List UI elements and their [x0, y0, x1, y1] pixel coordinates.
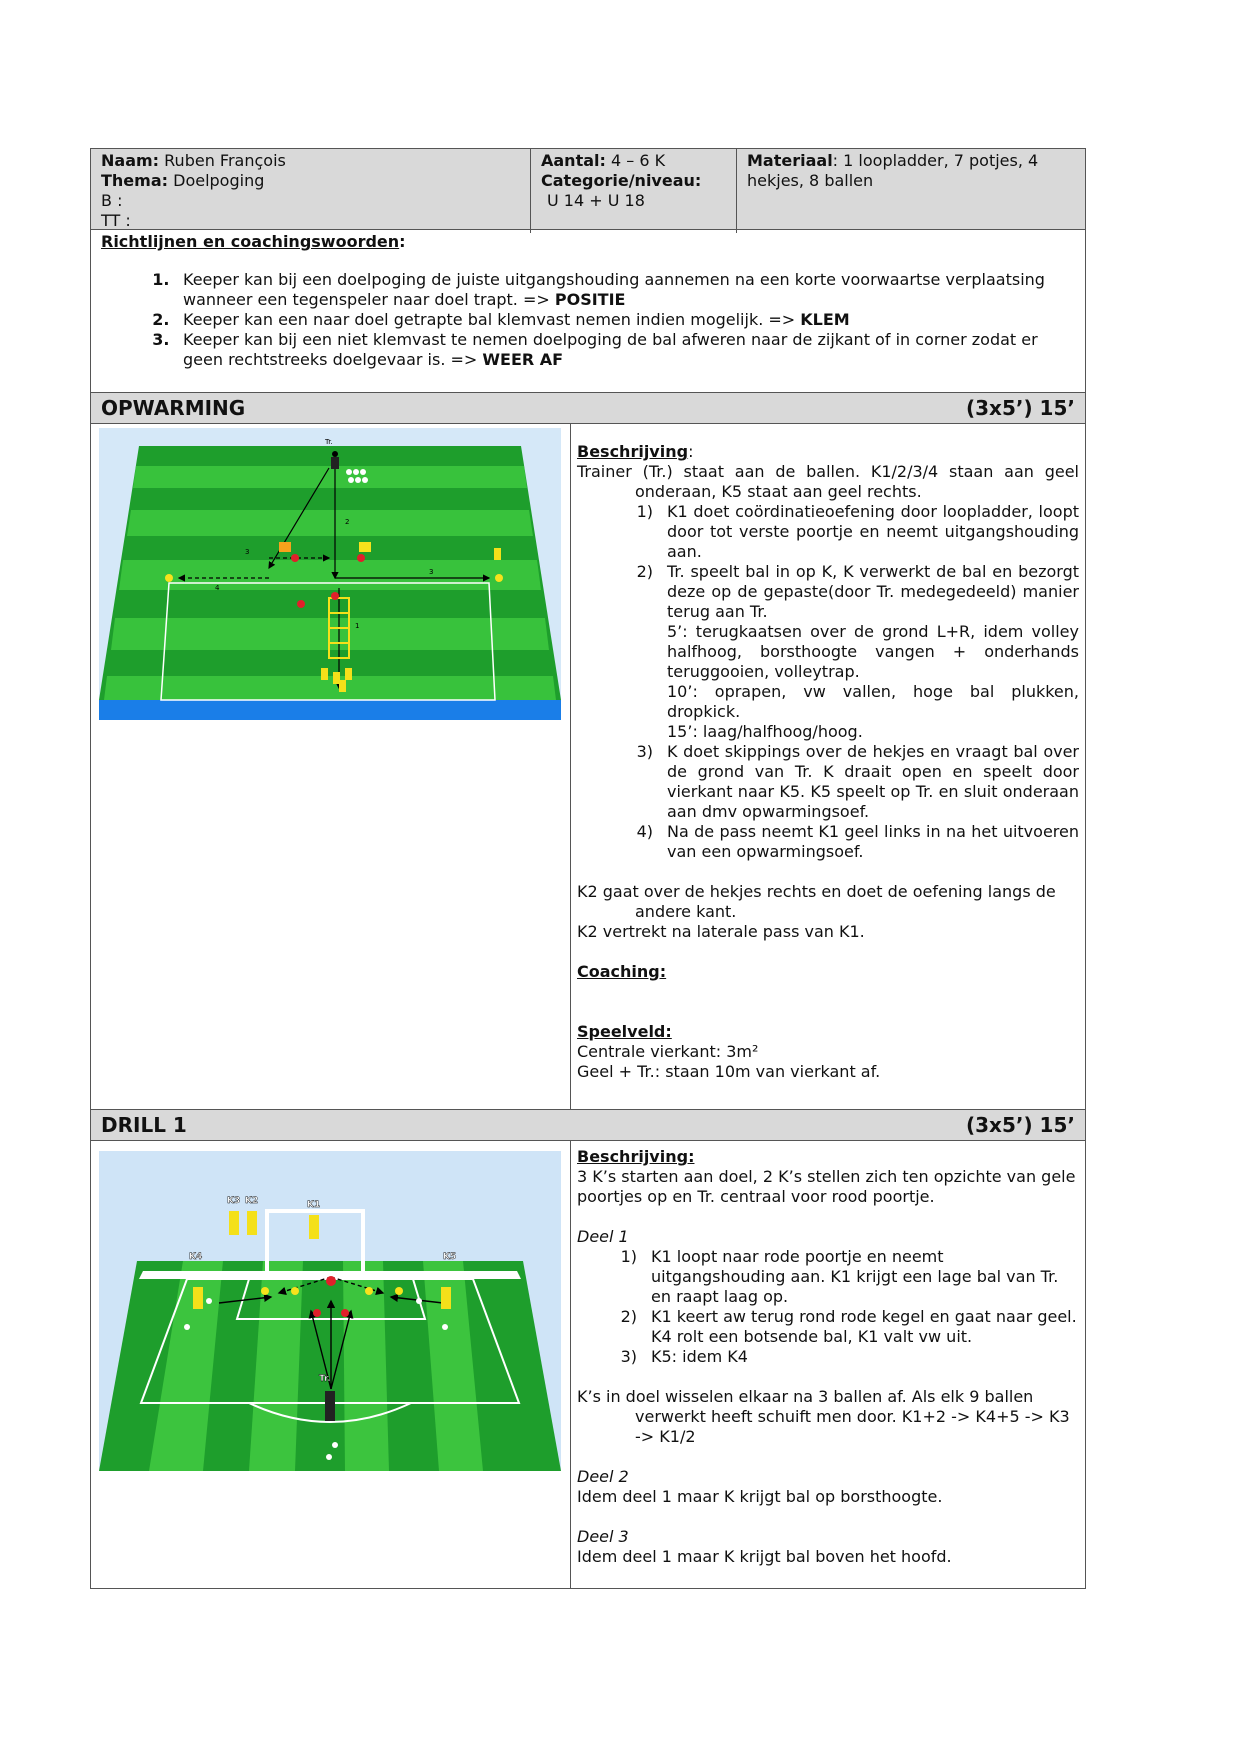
naam-value: Ruben François	[164, 151, 286, 170]
diagram-label: K3	[227, 1196, 241, 1206]
naam-label: Naam:	[101, 151, 160, 170]
deel-text: Idem deel 1 maar K krijgt bal boven het hoofd.	[577, 1547, 952, 1566]
step-text: K1 loopt naar rode poortje en neemt uitgangshouding aan. K1 krijgt een lage bal van Tr. en raapt laag op.	[651, 1247, 1059, 1306]
hurdle-icon	[279, 542, 291, 552]
b-label: B :	[101, 191, 123, 210]
diagram-label: K4	[189, 1252, 203, 1262]
opwarming-duration: (3x5’) 15’	[965, 396, 1075, 420]
step-item	[577, 562, 1079, 622]
step-number: 3)	[636, 742, 653, 761]
drill1-diagram-cell	[91, 1141, 571, 1588]
step-item	[577, 622, 1079, 682]
opwarming-extra: K2 gaat over de hekjes rechts en doet de oefening langs de andere kant.	[577, 882, 1056, 921]
step-text: K5: idem K4	[651, 1347, 748, 1366]
richtlijn-item	[175, 270, 1075, 310]
opwarming-diagram	[99, 428, 561, 720]
richtlijnen-title: Richtlijnen en coachingswoorden	[101, 232, 400, 251]
header-mid-cell	[531, 149, 737, 233]
drill1-intro: 3 K’s starten aan doel, 2 K’s stellen zich ten opzichte van gele poortjes op en Tr. centraal voor rood poortje.	[577, 1167, 1076, 1206]
step-text: Na de pass neemt K1 geel links in na het uitvoeren van een opwarmingsoef.	[667, 822, 1079, 861]
step-text: Tr. speelt bal in op K, K verwerkt de bal en bezorgt deze op de gepaste(door Tr. medegedeeld) manier terug aan Tr.	[667, 562, 1079, 621]
diagram-label: 1	[355, 622, 360, 630]
drill1-diagram	[99, 1151, 561, 1471]
categorie-value: U 14 + U 18	[547, 191, 645, 210]
step-text: 10’: oprapen, vw vallen, hoge bal plukken, dropkick.	[667, 682, 1079, 721]
deel-label: Deel 1	[577, 1227, 629, 1246]
step-item	[577, 502, 1079, 562]
player-icon	[331, 451, 339, 469]
player-icon	[325, 1391, 335, 1421]
richtlijnen-list	[101, 270, 1075, 370]
training-sheet	[90, 148, 1086, 1589]
materiaal-value: : 1 loopladder, 7 potjes, 4 hekjes, 8 ballen	[747, 151, 1039, 190]
step-number	[577, 722, 667, 742]
opwarming-diagram-cell	[91, 424, 571, 1109]
categorie-label: Categorie/niveau:	[541, 171, 702, 190]
step-item	[577, 822, 1079, 862]
drill1-header	[90, 1110, 1086, 1141]
step-item	[577, 1347, 1079, 1367]
speelveld-label: Speelveld:	[577, 1022, 672, 1041]
diagram-label: K2	[245, 1196, 259, 1206]
diagram-label: Tr.	[319, 1374, 331, 1384]
opwarming-title: OPWARMING	[101, 396, 246, 420]
step-number	[577, 682, 667, 722]
materiaal-label: Materiaal	[747, 151, 833, 170]
thema-value: Doelpoging	[173, 171, 265, 190]
richtlijn-keyword: POSITIE	[554, 290, 626, 309]
speelveld-text: Centrale vierkant: 3m²	[577, 1042, 759, 1061]
header-table	[90, 148, 1086, 230]
step-number: 2)	[620, 1307, 637, 1326]
step-text: 15’: laag/halfhoog/hoog.	[667, 722, 863, 741]
beschrijving-label: Beschrijving:	[577, 1147, 695, 1166]
diagram-label: 2	[345, 518, 350, 526]
step-number: 1)	[636, 502, 653, 521]
beschrijving-label: Beschrijving	[577, 442, 689, 461]
diagram-label: 3	[429, 568, 434, 576]
step-text: 5’: terugkaatsen over de grond L+R, idem volley halfhoog, borsthoogte vangen + onderhands teruggooien, volleytrap.	[667, 622, 1079, 681]
deel-text: Idem deel 1 maar K krijgt bal op borsthoogte.	[577, 1487, 943, 1506]
tt-label: TT :	[101, 211, 131, 230]
diagram-label: 4	[215, 584, 220, 592]
drill1-steps	[577, 1247, 1079, 1367]
aantal-label: Aantal:	[541, 151, 606, 170]
opwarming-extra: K2 vertrekt na laterale pass van K1.	[577, 922, 865, 941]
drill1-title: DRILL 1	[101, 1113, 187, 1137]
richtlijnen-colon: :	[399, 232, 406, 251]
step-text: K1 keert aw terug rond rode kegel en gaat naar geel. K4 rolt een botsende bal, K1 valt vw uit.	[651, 1307, 1077, 1346]
richtlijn-item	[175, 330, 1075, 370]
opwarming-row	[90, 424, 1086, 1110]
diagram-label: 3	[245, 548, 250, 556]
richtlijn-text: Keeper kan bij een doelpoging de juiste uitgangshouding aannemen na een korte voorwaartse verplaatsing wanneer een tegenspeler naar doel trapt. =>	[183, 270, 1045, 309]
deel-label: Deel 2	[577, 1467, 629, 1486]
richtlijn-keyword: KLEM	[800, 310, 850, 329]
header-left-cell	[91, 149, 531, 233]
diagram-label: K1	[307, 1200, 321, 1210]
richtlijn-keyword: WEER AF	[482, 350, 564, 369]
drill1-text	[571, 1141, 1087, 1588]
diagram-label: K5	[443, 1252, 457, 1262]
speelveld-text: Geel + Tr.: staan 10m van vierkant af.	[577, 1062, 881, 1081]
step-text: K1 doet coördinatieoefening door loopladder, loopt door tot verste poortje en neemt uitgangshouding aan.	[667, 502, 1079, 561]
step-item	[577, 742, 1079, 822]
drill1-rotation: K’s in doel wisselen elkaar na 3 ballen af. Als elk 9 ballen verwerkt heeft schuift men door. K1+2 -> K4+5 -> K3 -> K1/2	[577, 1387, 1070, 1446]
thema-label: Thema:	[101, 171, 169, 190]
opwarming-header	[90, 393, 1086, 424]
step-number: 1)	[620, 1247, 637, 1266]
step-number: 4)	[636, 822, 653, 841]
step-item	[577, 1247, 1079, 1307]
opwarming-steps	[577, 502, 1079, 862]
step-number: 2)	[636, 562, 653, 581]
blue-band	[99, 700, 561, 720]
cone-icon	[291, 554, 299, 562]
step-text: K doet skippings over de hekjes en vraagt bal over de grond van Tr. K draait open en speelt door vierkant naar K5. K5 speelt op Tr. en sluit onderaan aan dmv opwarmingsoef.	[667, 742, 1079, 821]
richtlijnen-section	[90, 230, 1086, 393]
step-item	[577, 1307, 1079, 1347]
coaching-label: Coaching:	[577, 962, 667, 981]
aantal-value: 4 – 6 K	[611, 151, 666, 170]
richtlijn-text: Keeper kan bij een niet klemvast te nemen doelpoging de bal afweren naar de zijkant of in corner zodat er geen rechtstreeks doelgevaar is. =>	[183, 330, 1038, 369]
deel-label: Deel 3	[577, 1527, 629, 1546]
step-item	[577, 682, 1079, 722]
richtlijn-text: Keeper kan een naar doel getrapte bal klemvast nemen indien mogelijk. =>	[183, 310, 801, 329]
opwarming-text: Beschrijving: Trainer (Tr.) staat aan de ballen. K1/2/3/4 staan aan geel onderaan, K5 staat aan geel rechts. 1) K1 doet coördinatieoefening door loopladder, loopt door tot verste poortje en neemt uitgangshouding aan. 2) Tr. speelt bal in op K, K verwerkt de bal en bezorgt deze op de gepaste(door Tr. medegedeeld) manier terug aan Tr. 5’: terugkaatsen over de grond L+R, idem volley halfhoog, borsthoogte vangen + onderhands teruggooien, volleytrap. 10’: oprapen, vw vallen, hoge bal plukken, dropkick. 15’: laag/halfhoog/hoog. 3) K doet skippings over de hekjes en vraagt bal over de grond van Tr. K draait open en speelt door vierkant naar K5. K5 speelt op Tr. en sluit onderaan aan dmv opwarmingsoef. 4) Na de pass neemt K1 geel links in na het uitvoeren van een opwarmingsoef. K2 gaat over de hekjes rechts en doet de oefening langs de andere kant. K2 vertrekt na laterale pass van K1. Coaching: Speelveld: Centrale vierkant: 3m² Geel + Tr.: staan 10m van vierkant af.	[577, 442, 1079, 1081]
drill1-row	[90, 1141, 1086, 1589]
opwarming-intro: Trainer (Tr.) staat aan de ballen. K1/2/3/4 staan aan geel onderaan, K5 staat aan geel rechts.	[577, 462, 1079, 501]
step-number	[577, 622, 667, 682]
richtlijn-item	[175, 310, 1075, 330]
step-item	[577, 722, 1079, 742]
drill1-duration: (3x5’) 15’	[965, 1113, 1075, 1137]
diagram-label: Tr.	[325, 438, 333, 446]
step-number: 3)	[620, 1347, 637, 1366]
header-right-cell	[737, 149, 1087, 233]
